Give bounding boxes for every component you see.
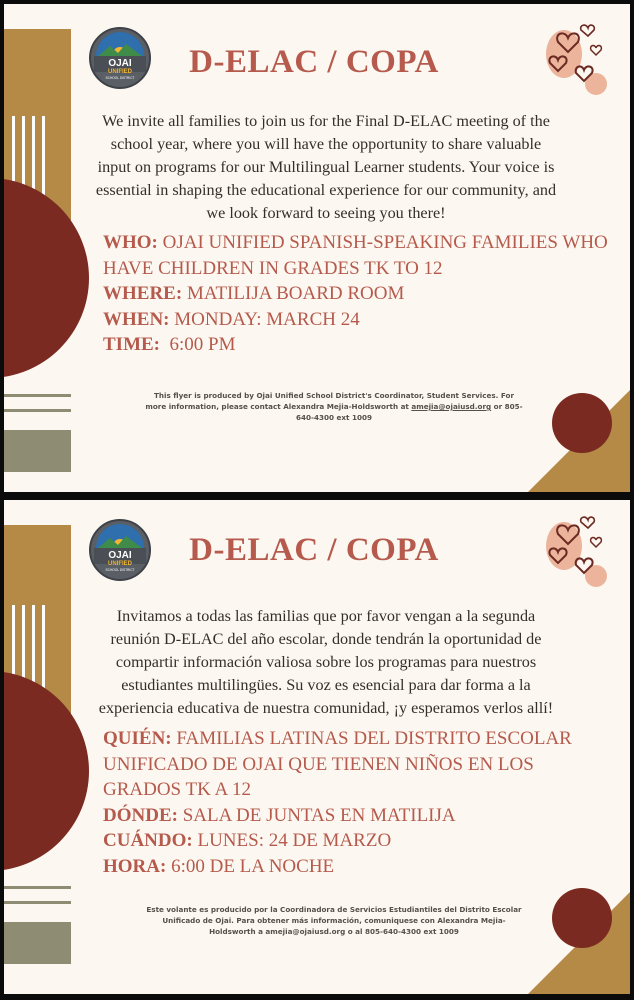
- email-link[interactable]: amejia@ojaiusd.org: [411, 402, 492, 411]
- who-line: [103, 230, 608, 281]
- footer-phone: or 805-640-4300 ext 1009: [296, 402, 523, 422]
- flyer-spanish: [4, 500, 630, 994]
- olive-line-decoration: [4, 901, 71, 904]
- ojai-unified-logo: [88, 26, 152, 90]
- footer-text: This flyer is produced by Ojai Unified School District's Coordinator, Student Services. For more information, please contact Alexandra Mejia-Holdsworth at: [145, 391, 514, 411]
- where-label: WHERE:: [103, 283, 183, 304]
- when-line: [103, 307, 608, 333]
- olive-block-decoration: [4, 430, 71, 472]
- ojai-unified-logo: [88, 518, 152, 582]
- when-label: CUÁNDO:: [103, 830, 193, 851]
- logo-text-ojai: OJAI: [108, 58, 132, 69]
- time-value: 6:00 DE LA NOCHE: [171, 855, 335, 877]
- olive-line-decoration: [4, 886, 71, 889]
- hearts-icon: [534, 18, 612, 96]
- time-label: HORA:: [103, 855, 167, 877]
- red-circle-decoration: [552, 393, 612, 453]
- footer-note: [144, 390, 524, 423]
- when-value: MONDAY: MARCH 24: [174, 308, 360, 330]
- when-line: [103, 828, 608, 854]
- hearts-icon: [534, 510, 612, 588]
- who-value: OJAI UNIFIED SPANISH-SPEAKING FAMILIES WHO HAVE CHILDREN IN GRADES TK TO 12: [103, 232, 608, 279]
- where-value: SALA DE JUNTAS EN MATILIJA: [182, 804, 456, 826]
- olive-block-decoration: [4, 922, 71, 964]
- red-circle-decoration: [552, 888, 612, 948]
- who-line: [103, 726, 608, 803]
- where-value: MATILIJA BOARD ROOM: [186, 283, 405, 304]
- event-details: [103, 726, 608, 879]
- when-value: LUNES: 24 DE MARZO: [197, 830, 392, 851]
- when-label: WHEN:: [103, 308, 170, 330]
- time-label: TIME:: [103, 334, 160, 355]
- who-label: WHO:: [103, 232, 158, 253]
- logo-text-district: SCHOOL DISTRICT: [105, 76, 135, 80]
- who-label: QUIÉN:: [103, 728, 172, 749]
- intro-paragraph: Invitamos a todas las familias que por favor vengan a la segunda reunión D-ELAC del año escolar, donde tendrán la oportunidad de compartir información valiosa sobre los programas para nuestros estudiantes multilingües. Su voz es esencial para dar forma a la experiencia educativa de nuestra comunidad, ¡y esperamos verlos allí!: [98, 607, 554, 717]
- intro-paragraph: We invite all families to join us for the Final D-ELAC meeting of the school year, where you will have the opportunity to share valuable input on programs for our Multilingual Learner students. Your voice is essential in shaping the educational experience for our community, and we look forward to seeing you there!: [95, 112, 557, 222]
- half-circle-decoration: [4, 671, 89, 871]
- logo-text-ojai: OJAI: [108, 550, 132, 561]
- olive-line-decoration: [4, 394, 71, 397]
- where-line: [103, 281, 608, 307]
- event-details: [103, 230, 608, 358]
- logo-text-district: SCHOOL DISTRICT: [105, 568, 135, 572]
- time-line: [103, 332, 608, 358]
- page-title: D-ELAC / COPA: [189, 532, 439, 568]
- logo-text-unified: UNIFIED: [108, 69, 132, 75]
- flyer-english: [4, 4, 630, 492]
- olive-line-decoration: [4, 409, 71, 412]
- where-label: DÓNDE:: [103, 804, 178, 826]
- logo-text-unified: UNIFIED: [108, 561, 132, 567]
- who-value: FAMILIAS LATINAS DEL DISTRITO ESCOLAR UNIFICADO DE OJAI QUE TIENEN NIÑOS EN LOS GRADOS TK A 12: [103, 728, 572, 800]
- footer-note: Este volante es producido por la Coordinadora de Servicios Estudiantiles del Distrito Escolar Unificado de Ojai. Para obtener más información, comuniquese con Alexandra Mejia-Holdsworth a amejia@ojaiusd.org o al 805-640-4300 ext 1009: [146, 905, 522, 936]
- page-title: D-ELAC / COPA: [189, 44, 439, 80]
- where-line: [103, 803, 608, 829]
- time-value: 6:00 PM: [169, 334, 236, 355]
- time-line: [103, 854, 608, 880]
- half-circle-decoration: [4, 178, 89, 378]
